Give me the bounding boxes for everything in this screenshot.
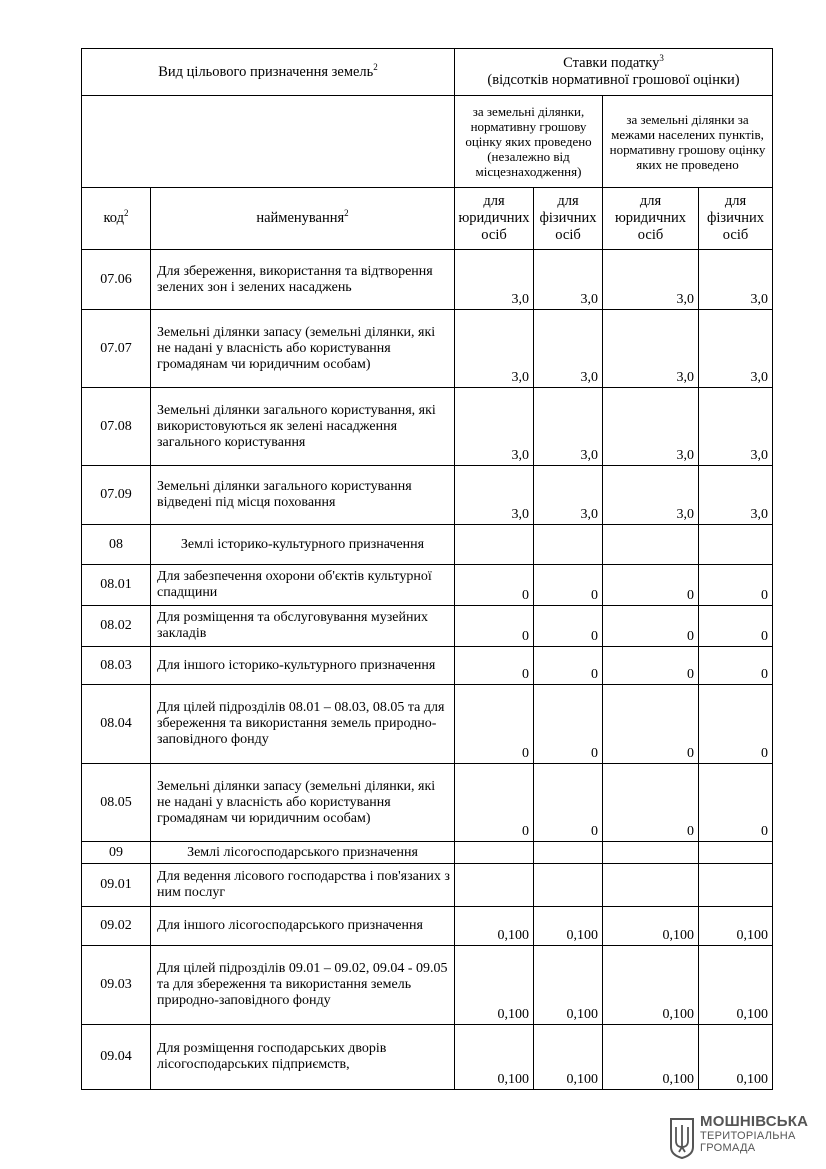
rate-legal-valued xyxy=(455,525,534,565)
row-name: Для іншого історико-культурного призначення xyxy=(151,647,455,685)
rate-physical-unvalued xyxy=(699,864,773,907)
rate-physical-valued: 0,100 xyxy=(534,946,603,1025)
rate-legal-unvalued: 3,0 xyxy=(603,466,699,525)
rate-physical-unvalued: 0 xyxy=(699,565,773,606)
rate-physical-valued: 3,0 xyxy=(534,250,603,310)
header-row-1 xyxy=(82,49,773,96)
rate-legal-valued: 0,100 xyxy=(455,946,534,1025)
physical-header-1: для фізичних осіб xyxy=(534,188,603,250)
table-row-section xyxy=(82,842,773,864)
rate-physical-unvalued: 0 xyxy=(699,647,773,685)
row-code: 07.09 xyxy=(82,466,151,525)
header-row-3 xyxy=(82,188,773,250)
rate-physical-unvalued: 3,0 xyxy=(699,466,773,525)
rate-physical-unvalued xyxy=(699,525,773,565)
rate-legal-unvalued: 0,100 xyxy=(603,907,699,946)
rate-physical-valued xyxy=(534,842,603,864)
row-name: Для розміщення господарських дворів лісогосподарських підприємств, xyxy=(151,1025,455,1090)
row-name: Для ведення лісового господарства і пов'язаних з ним послуг xyxy=(151,864,455,907)
rate-legal-valued: 0,100 xyxy=(455,907,534,946)
rate-legal-valued: 0 xyxy=(455,647,534,685)
rate-legal-unvalued: 0,100 xyxy=(603,1025,699,1090)
rate-legal-unvalued: 0 xyxy=(603,764,699,842)
rate-physical-unvalued: 3,0 xyxy=(699,388,773,466)
rate-physical-valued: 0 xyxy=(534,764,603,842)
row-name: Для розміщення та обслуговування музейних закладів xyxy=(151,606,455,647)
rate-legal-unvalued: 0 xyxy=(603,565,699,606)
table-row xyxy=(82,764,773,842)
physical-header-2: для фізичних осіб xyxy=(699,188,773,250)
row-name: Землі лісогосподарського призначення xyxy=(151,842,455,864)
table-row xyxy=(82,250,773,310)
row-code: 08.01 xyxy=(82,565,151,606)
row-code: 09.01 xyxy=(82,864,151,907)
rate-legal-valued xyxy=(455,864,534,907)
row-name: Для цілей підрозділів 08.01 – 08.03, 08.05 та для збереження та використання земель природно-заповідного фонду xyxy=(151,685,455,764)
rate-physical-unvalued: 3,0 xyxy=(699,310,773,388)
row-code: 07.08 xyxy=(82,388,151,466)
rate-legal-valued: 3,0 xyxy=(455,466,534,525)
tax-rates-table xyxy=(81,48,773,1090)
logo-line-1: МОШНІВСЬКА xyxy=(700,1113,809,1130)
community-logo xyxy=(700,1114,808,1154)
rate-legal-unvalued: 0 xyxy=(603,647,699,685)
row-code: 07.07 xyxy=(82,310,151,388)
row-name: Для цілей підрозділів 09.01 – 09.02, 09.04 - 09.05 та для збереження та використання земель природно-заповідного фонду xyxy=(151,946,455,1025)
rate-legal-valued: 3,0 xyxy=(455,310,534,388)
rate-legal-valued: 0 xyxy=(455,565,534,606)
table-row xyxy=(82,466,773,525)
rate-legal-unvalued: 0 xyxy=(603,685,699,764)
header-row-2 xyxy=(82,96,773,188)
purpose-header: Вид цільового призначення земель$^2$ xyxy=(82,49,455,96)
rate-physical-valued: 0 xyxy=(534,647,603,685)
table-row xyxy=(82,565,773,606)
table-row-section xyxy=(82,525,773,565)
rate-physical-unvalued: 0,100 xyxy=(699,1025,773,1090)
row-code: 08.02 xyxy=(82,606,151,647)
row-code: 08 xyxy=(82,525,151,565)
row-name: Для іншого лісогосподарського призначення xyxy=(151,907,455,946)
row-name: Для збереження, використання та відтворення зелених зон і зелених насаджень xyxy=(151,250,455,310)
rate-physical-unvalued: 3,0 xyxy=(699,250,773,310)
row-name: Землі історико-культурного призначення xyxy=(151,525,455,565)
name-header: найменування$^2$ xyxy=(151,188,455,250)
table-row xyxy=(82,907,773,946)
rate-legal-valued: 0 xyxy=(455,685,534,764)
rate-legal-valued: 0 xyxy=(455,606,534,647)
trident-emblem-icon xyxy=(669,1117,695,1159)
legal-header-2: для юридичних осіб xyxy=(603,188,699,250)
rate-physical-unvalued: 0 xyxy=(699,764,773,842)
rate-physical-valued: 3,0 xyxy=(534,388,603,466)
rate-physical-valued: 0,100 xyxy=(534,1025,603,1090)
rate-legal-unvalued xyxy=(603,864,699,907)
table-row xyxy=(82,647,773,685)
with-valuation-header: за земельні ділянки, нормативну грошову оцінку яких проведено (незалежно від місцезнаходження) xyxy=(455,96,603,188)
row-code: 09 xyxy=(82,842,151,864)
table-row xyxy=(82,310,773,388)
rate-legal-valued xyxy=(455,842,534,864)
row-name: Для забезпечення охорони об'єктів культурної спадщини xyxy=(151,565,455,606)
row-code: 07.06 xyxy=(82,250,151,310)
rate-physical-valued: 3,0 xyxy=(534,310,603,388)
rate-legal-unvalued: 3,0 xyxy=(603,310,699,388)
table-row xyxy=(82,685,773,764)
rate-legal-valued: 3,0 xyxy=(455,388,534,466)
row-name: Земельні ділянки запасу (земельні ділянки, які не надані у власність або користування громадянам чи юридичним особам) xyxy=(151,764,455,842)
rate-physical-unvalued: 0 xyxy=(699,685,773,764)
code-header: код$^2$ xyxy=(82,188,151,250)
rate-physical-unvalued xyxy=(699,842,773,864)
rate-legal-unvalued xyxy=(603,842,699,864)
legal-header-1: для юридичних осіб xyxy=(455,188,534,250)
table-row xyxy=(82,388,773,466)
rate-legal-unvalued: 3,0 xyxy=(603,388,699,466)
rate-physical-valued: 0 xyxy=(534,685,603,764)
rate-physical-valued: 0 xyxy=(534,606,603,647)
table-row xyxy=(82,606,773,647)
rate-physical-valued: 0,100 xyxy=(534,907,603,946)
rates-header: Ставки податку$^3$ (відсотків нормативної грошової оцінки) xyxy=(455,49,773,96)
table-row xyxy=(82,1025,773,1090)
rate-physical-valued xyxy=(534,525,603,565)
rate-legal-unvalued xyxy=(603,525,699,565)
row-code: 08.04 xyxy=(82,685,151,764)
table-row xyxy=(82,864,773,907)
rate-physical-unvalued: 0 xyxy=(699,606,773,647)
rate-legal-unvalued: 0 xyxy=(603,606,699,647)
logo-line-3: ГРОМАДА xyxy=(700,1142,756,1154)
row-code: 08.05 xyxy=(82,764,151,842)
rate-physical-unvalued: 0,100 xyxy=(699,907,773,946)
table-row xyxy=(82,946,773,1025)
rate-legal-valued: 0 xyxy=(455,764,534,842)
rate-legal-unvalued: 3,0 xyxy=(603,250,699,310)
rate-physical-valued: 0 xyxy=(534,565,603,606)
rate-physical-valued xyxy=(534,864,603,907)
rate-legal-unvalued: 0,100 xyxy=(603,946,699,1025)
rate-legal-valued: 0,100 xyxy=(455,1025,534,1090)
blank-header-cell xyxy=(82,96,455,188)
row-code: 08.03 xyxy=(82,647,151,685)
without-valuation-header: за земельні ділянки за межами населених пунктів, нормативну грошову оцінку яких не проведено xyxy=(603,96,773,188)
row-code: 09.02 xyxy=(82,907,151,946)
row-code: 09.04 xyxy=(82,1025,151,1090)
row-code: 09.03 xyxy=(82,946,151,1025)
logo-line-2: ТЕРИТОРІАЛЬНА xyxy=(700,1130,796,1142)
row-name: Земельні ділянки загального користування відведені під місця поховання xyxy=(151,466,455,525)
row-name: Земельні ділянки запасу (земельні ділянки, які не надані у власність або користування громадянам чи юридичним особам) xyxy=(151,310,455,388)
row-name: Земельні ділянки загального користування, які використовуються як зелені насадження загального користування xyxy=(151,388,455,466)
rate-physical-unvalued: 0,100 xyxy=(699,946,773,1025)
rate-physical-valued: 3,0 xyxy=(534,466,603,525)
rate-legal-valued: 3,0 xyxy=(455,250,534,310)
